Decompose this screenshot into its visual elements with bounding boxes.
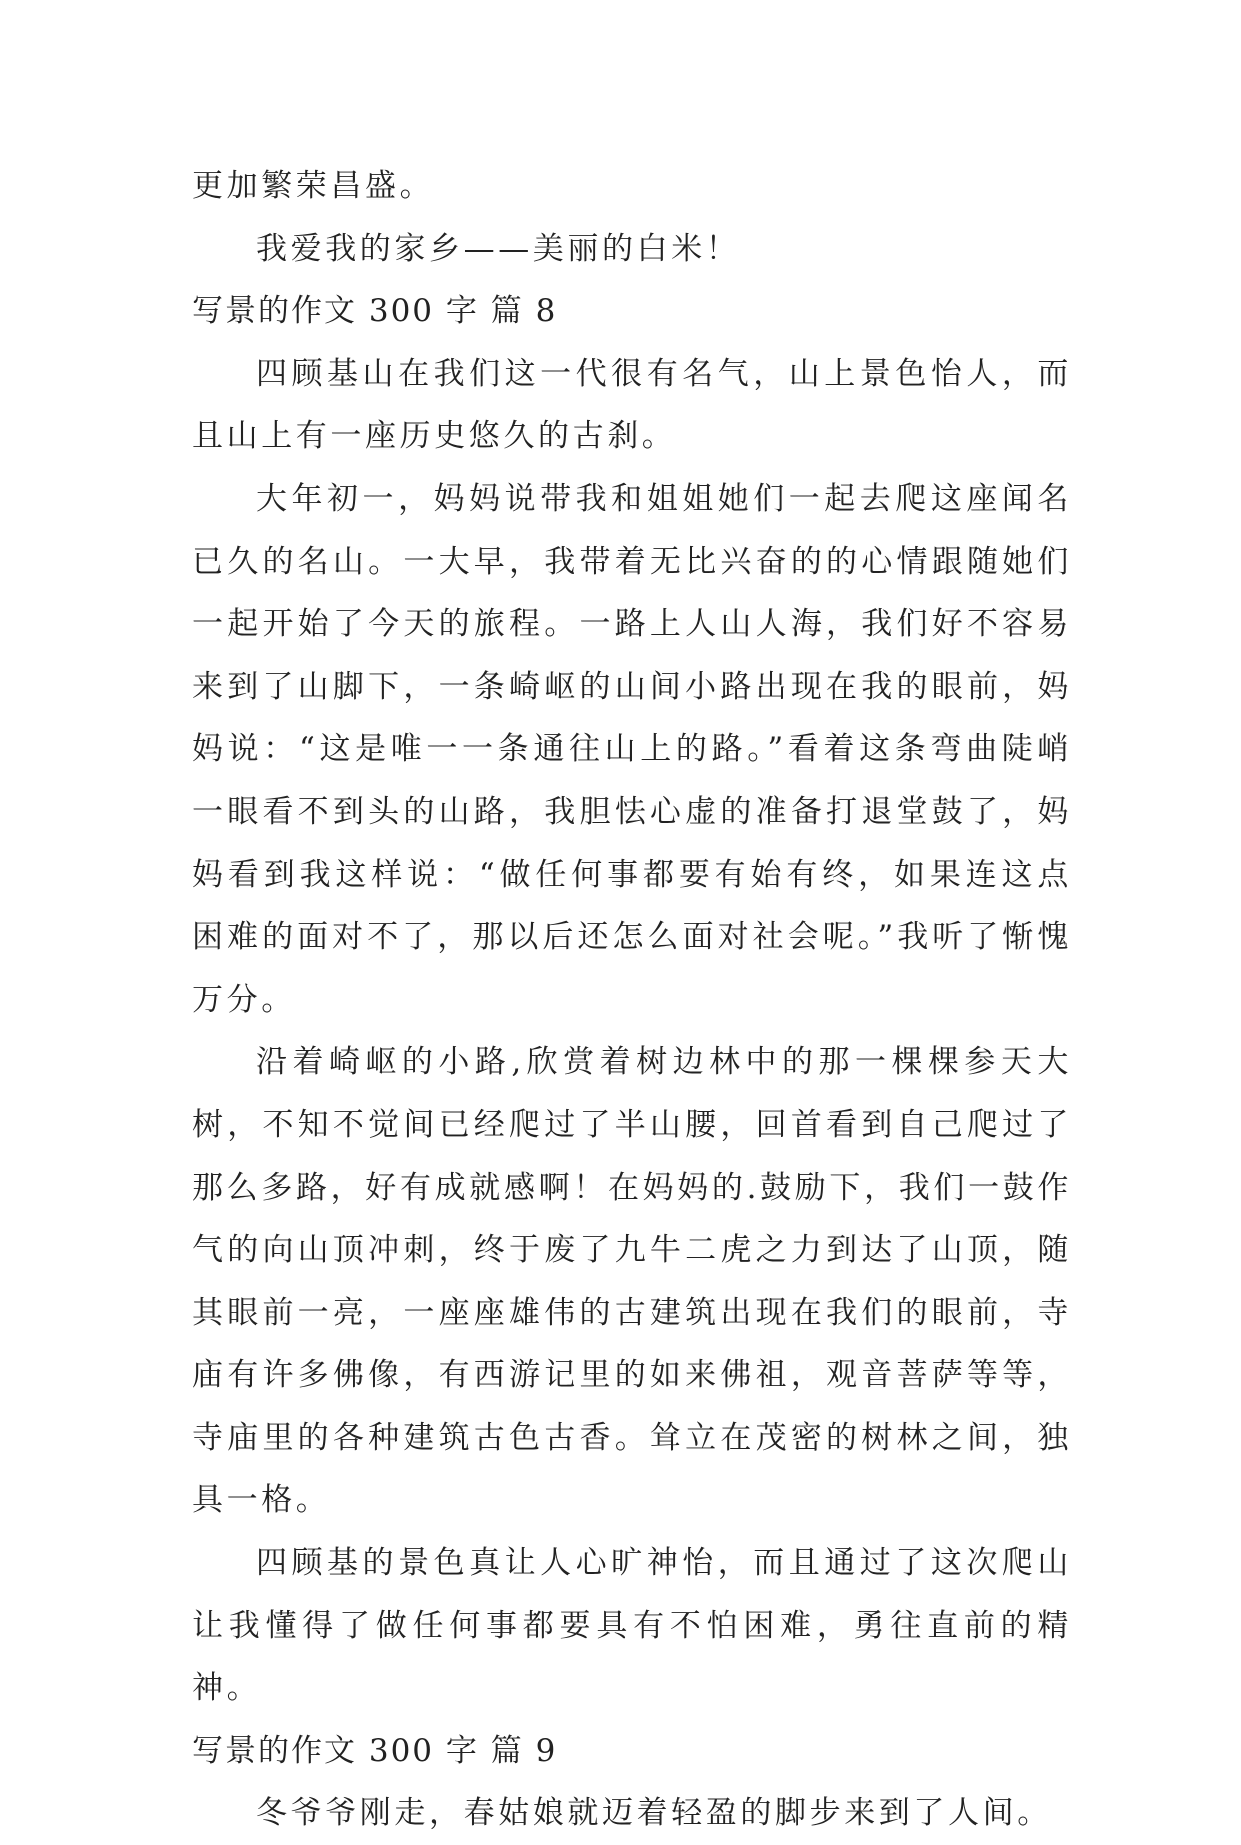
paragraph: 大年初一，妈妈说带我和姐姐她们一起去爬这座闻名已久的名山。一大早，我带着无比兴奋的的心情跟随她们一起开始了今天的旅程。一路上人山人海，我们好不容易来到了山脚下，一条崎岖的山间小路出现在我的眼前，妈妈说：“这是唯一一条通往山上的路。”看着这条弯曲陡峭一眼看不到头的山路，我胆怯心虚的准备打退堂鼓了，妈妈看到我这样说：“做任何事都要有始有终，如果连这点困难的面对不了，那以后还怎么面对社会呢。”我听了惭愧万分。 bbox=[192, 480, 1072, 1018]
paragraph: 沿着崎岖的小路,欣赏着树边林中的那一棵棵参天大树，不知不觉间已经爬过了半山腰，回首看到自己爬过了那么多路，好有成就感啊！在妈妈的.鼓励下，我们一鼓作气的向山顶冲刺，终于废了九牛二虎之力到达了山顶，随其眼前一亮，一座座雄伟的古建筑出现在我们的眼前，寺庙有许多佛像，有西游记里的如来佛祖，观音菩萨等等，寺庙里的各种建筑古色古香。耸立在茂密的树林之间，独具一格。 bbox=[192, 1044, 1072, 1519]
paragraph-closing-line: 我爱我的家乡——美丽的白米！ bbox=[256, 230, 741, 267]
section-heading-8: 写景的作文 300 字 篇 8 bbox=[192, 293, 558, 330]
section-heading-9: 写景的作文 300 字 篇 9 bbox=[192, 1732, 558, 1769]
paragraph-continuation: 更加繁荣昌盛。 bbox=[192, 168, 435, 204]
paragraph: 冬爷爷刚走，春姑娘就迈着轻盈的脚步来到了人间。 bbox=[256, 1795, 1052, 1832]
paragraph: 四顾基的景色真让人心旷神怡，而且通过了这次爬山让我懂得了做任何事都要具有不怕困难，勇往直前的精神。 bbox=[192, 1545, 1072, 1707]
paragraph: 四顾基山在我们这一代很有名气，山上景色怡人，而且山上有一座历史悠久的古刹。 bbox=[192, 355, 1072, 455]
document-body bbox=[192, 155, 1072, 1845]
